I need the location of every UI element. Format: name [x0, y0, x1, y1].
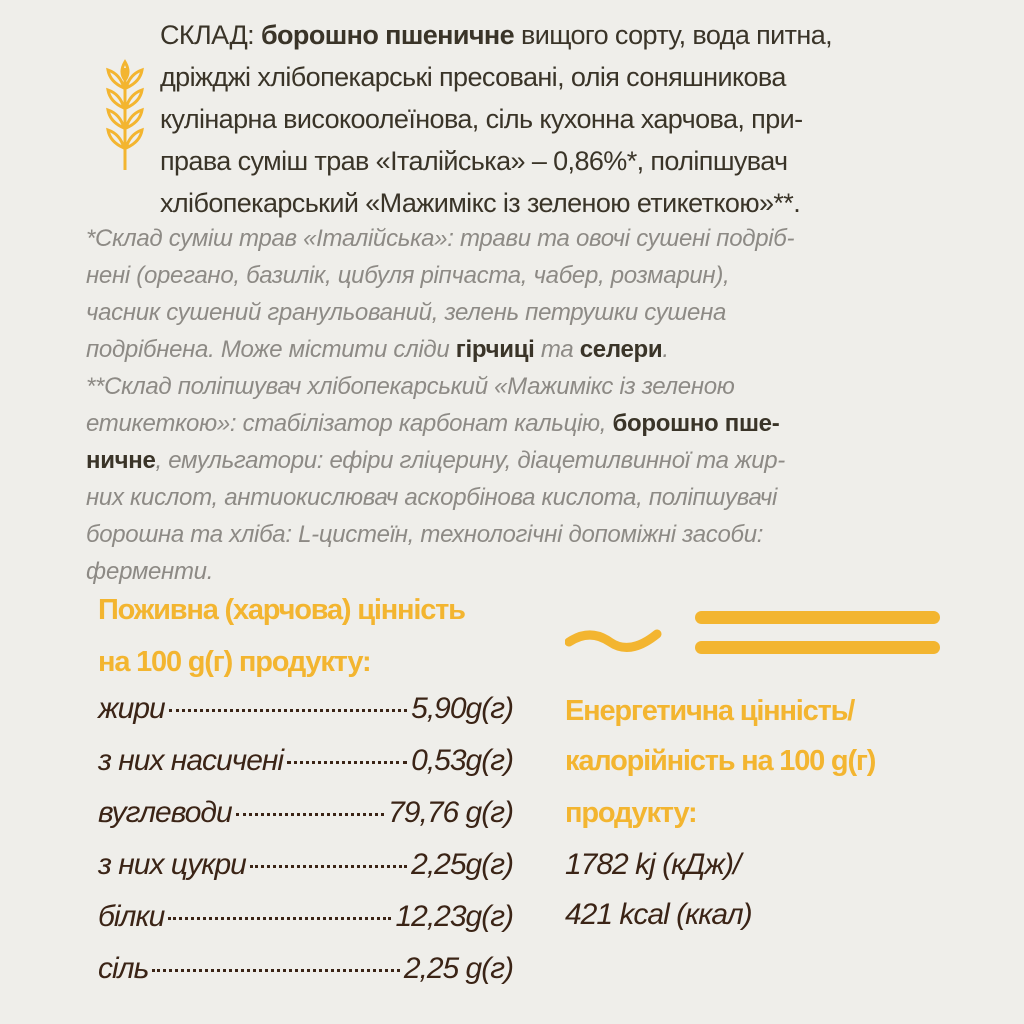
nutrient-label: вуглеводи [98, 796, 232, 829]
bold-ingredient: борошно пшеничне [260, 20, 515, 50]
decorative-bar [695, 611, 940, 624]
note-line: них кислот, антиокислювач аскорбінова кислота, поліпшувачі [86, 484, 778, 511]
nutrition-subtitle: на 100 g(г) продукту: [98, 646, 371, 678]
nutrient-label: жири [98, 692, 165, 725]
allergen: селери [579, 336, 663, 363]
dot-leader [152, 969, 399, 972]
composition-text: вищого сорту, вода питна, [514, 20, 833, 50]
dot-leader [287, 761, 407, 764]
nutrient-value: 2,25g(г) [411, 848, 513, 881]
nutrient-value: 79,76 g(г) [388, 796, 513, 829]
notes-block [86, 220, 794, 590]
energy-kcal: 421 kcal (ккал) [565, 898, 752, 931]
nutrition-row [98, 796, 513, 848]
note-text: . [662, 336, 669, 363]
nutrition-row [98, 900, 513, 952]
note-line: ферменти. [86, 558, 214, 585]
note-text: , емульгатори: ефіри гліцерину, діацетилвинної та жир- [155, 447, 785, 474]
note-text: та [534, 336, 580, 363]
note-line: **Склад поліпшувач хлібопекарський «Мажимікс із зеленою [86, 373, 735, 400]
composition-line: хлібопекарський «Мажимікс із зеленою етикеткою»**. [160, 188, 801, 218]
decorative-bar [695, 641, 940, 654]
energy-kj: 1782 kj (кДж)/ [565, 848, 741, 881]
dot-leader [168, 917, 391, 920]
note-text: етикеткою»: стабілізатор карбонат кальцію, [86, 410, 613, 437]
nutrition-title: Поживна (харчова) цінність [98, 594, 465, 626]
nutrient-value: 12,23g(г) [395, 900, 513, 933]
composition-line [160, 14, 832, 56]
dot-leader [250, 865, 407, 868]
dot-leader [236, 813, 384, 816]
energy-subtitle: калорійність на 100 g(г) [565, 745, 876, 777]
note-line [86, 331, 794, 368]
note-line [86, 442, 794, 479]
approx-symbol-icon [565, 620, 665, 660]
composition-block [160, 14, 832, 224]
nutrition-row [98, 848, 513, 900]
note-line [86, 405, 794, 442]
nutrition-row [98, 744, 513, 796]
nutrient-value: 0,53g(г) [411, 744, 513, 777]
nutrient-label: сіль [98, 952, 149, 985]
composition-label: СКЛАД: [160, 20, 261, 50]
dot-leader [169, 709, 407, 712]
composition-line: кулінарна високоолеїнова, сіль кухонна харчова, при- [160, 104, 803, 134]
composition-line: дріжджі хлібопекарські пресовані, олія соняшникова [160, 62, 786, 92]
note-line: нені (орегано, базилік, цибуля ріпчаста, чабер, розмарин), [86, 262, 730, 289]
composition-line: права суміш трав «Італійська» – 0,86%*, поліпшувач [160, 146, 788, 176]
nutrition-row [98, 952, 513, 1004]
nutrient-label: з них насичені [98, 744, 284, 777]
wheat-icon [100, 58, 150, 173]
nutrient-label: білки [98, 900, 165, 933]
bold-ingredient: ничне [86, 447, 156, 474]
nutrient-value: 5,90g(г) [411, 692, 513, 725]
energy-subtitle-2: продукту: [565, 797, 697, 829]
note-line: часник сушений гранульований, зелень петрушки сушена [86, 299, 727, 326]
note-line: борошна та хліба: L-цистеїн, технологічні допоміжні засоби: [86, 521, 764, 548]
nutrient-label: з них цукри [98, 848, 246, 881]
nutrient-value: 2,25 g(г) [403, 952, 513, 985]
energy-title: Енергетична цінність/ [565, 695, 855, 727]
note-text: подрібнена. Може містити сліди [86, 336, 456, 363]
note-line: *Склад суміш трав «Італійська»: трави та овочі сушені подріб- [86, 225, 795, 252]
bold-ingredient: борошно пше- [612, 410, 780, 437]
nutrition-table [98, 692, 513, 1004]
nutrition-row [98, 692, 513, 744]
allergen: гірчиці [455, 336, 535, 363]
